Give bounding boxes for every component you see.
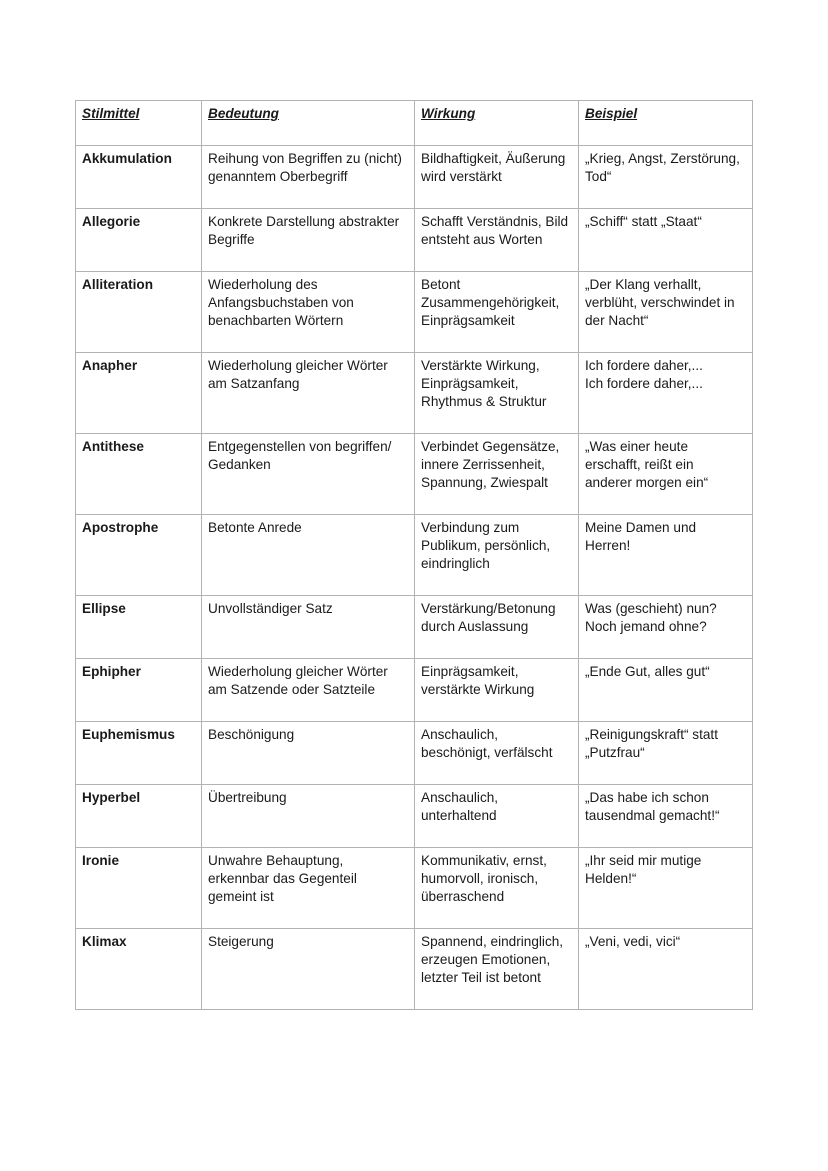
table-row [76,209,753,272]
example-cell: „Schiff“ statt „Staat“ [579,209,753,272]
header-bedeutung: Bedeutung [202,101,415,146]
meaning-cell: Übertreibung [202,785,415,848]
meaning-cell: Wiederholung gleicher Wörter am Satzende oder Satzteile [202,659,415,722]
example-cell: „Reinigungskraft“ statt „Putzfrau“ [579,722,753,785]
table-row [76,848,753,929]
stilmittel-table [75,100,753,1010]
example-cell: „Das habe ich schon tausendmal gemacht!“ [579,785,753,848]
term-cell: Antithese [76,434,202,515]
meaning-cell: Wiederholung gleicher Wörter am Satzanfang [202,353,415,434]
table-row [76,434,753,515]
term-cell: Akkumulation [76,146,202,209]
table-row [76,785,753,848]
example-cell: Was (geschieht) nun? Noch jemand ohne? [579,596,753,659]
effect-cell: Spannend, eindringlich, erzeugen Emotionen, letzter Teil ist betont [415,929,579,1010]
effect-cell: Bildhaftigkeit, Äußerung wird verstärkt [415,146,579,209]
effect-cell: Kommunikativ, ernst, humorvoll, ironisch, überraschend [415,848,579,929]
meaning-cell: Beschönigung [202,722,415,785]
effect-cell: Verstärkte Wirkung, Einprägsamkeit, Rhythmus & Struktur [415,353,579,434]
table-row [76,929,753,1010]
effect-cell: Verbindung zum Publikum, persönlich, eindringlich [415,515,579,596]
term-cell: Alliteration [76,272,202,353]
table-row [76,596,753,659]
term-cell: Apostrophe [76,515,202,596]
table-row [76,515,753,596]
example-cell: „Der Klang verhallt, verblüht, verschwindet in der Nacht“ [579,272,753,353]
effect-cell: Verbindet Gegensätze, innere Zerrissenheit, Spannung, Zwiespalt [415,434,579,515]
example-cell: „Veni, vedi, vici“ [579,929,753,1010]
term-cell: Euphemismus [76,722,202,785]
term-cell: Ephipher [76,659,202,722]
effect-cell: Verstärkung/Betonung durch Auslassung [415,596,579,659]
term-cell: Allegorie [76,209,202,272]
table-row [76,272,753,353]
effect-cell: Anschaulich, unterhaltend [415,785,579,848]
term-cell: Klimax [76,929,202,1010]
meaning-cell: Steigerung [202,929,415,1010]
effect-cell: Anschaulich, beschönigt, verfälscht [415,722,579,785]
meaning-cell: Konkrete Darstellung abstrakter Begriffe [202,209,415,272]
header-beispiel: Beispiel [579,101,753,146]
example-cell: „Ihr seid mir mutige Helden!“ [579,848,753,929]
effect-cell: Betont Zusammengehörigkeit, Einprägsamkeit [415,272,579,353]
example-cell: „Ende Gut, alles gut“ [579,659,753,722]
meaning-cell: Unvollständiger Satz [202,596,415,659]
meaning-cell: Reihung von Begriffen zu (nicht) genanntem Oberbegriff [202,146,415,209]
meaning-cell: Unwahre Behauptung, erkennbar das Gegenteil gemeint ist [202,848,415,929]
example-cell: „Krieg, Angst, Zerstörung, Tod“ [579,146,753,209]
meaning-cell: Entgegenstellen von begriffen/ Gedanken [202,434,415,515]
meaning-cell: Betonte Anrede [202,515,415,596]
term-cell: Anapher [76,353,202,434]
header-stilmittel: Stilmittel [76,101,202,146]
header-wirkung: Wirkung [415,101,579,146]
table-row [76,659,753,722]
example-cell: Ich fordere daher,... Ich fordere daher,... [579,353,753,434]
meaning-cell: Wiederholung des Anfangsbuchstaben von benachbarten Wörtern [202,272,415,353]
effect-cell: Schafft Verständnis, Bild entsteht aus Worten [415,209,579,272]
table-row [76,146,753,209]
example-cell: Meine Damen und Herren! [579,515,753,596]
term-cell: Hyperbel [76,785,202,848]
term-cell: Ellipse [76,596,202,659]
example-cell: „Was einer heute erschafft, reißt ein anderer morgen ein“ [579,434,753,515]
effect-cell: Einprägsamkeit, verstärkte Wirkung [415,659,579,722]
header-row [76,101,753,146]
table-row [76,353,753,434]
table-row [76,722,753,785]
term-cell: Ironie [76,848,202,929]
